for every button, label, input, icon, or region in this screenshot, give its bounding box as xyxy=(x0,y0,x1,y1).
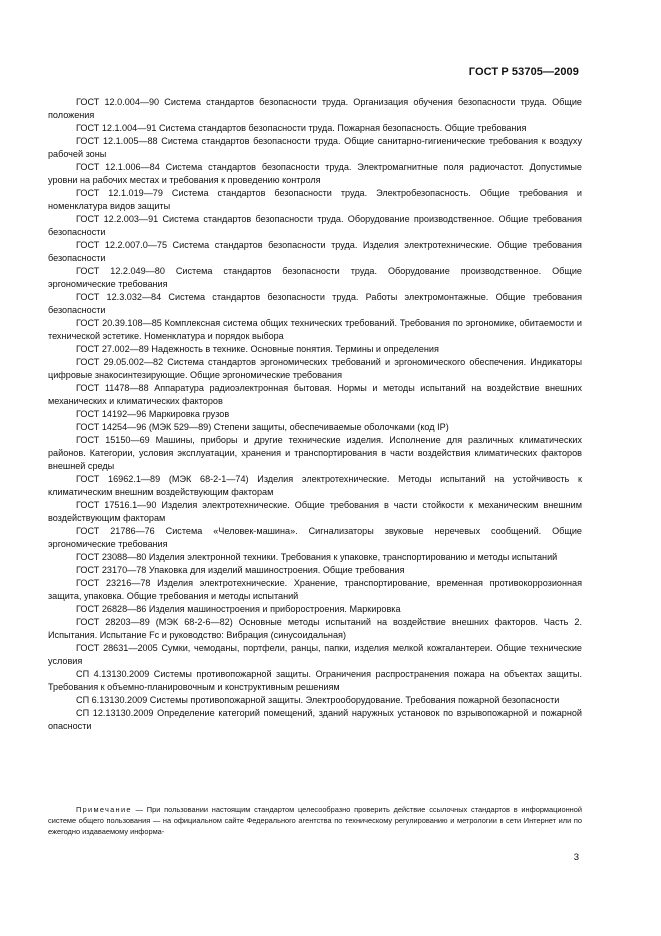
reference-item: ГОСТ 23170—78 Упаковка для изделий машиностроения. Общие требования xyxy=(76,565,405,575)
reference-item: ГОСТ 12.2.049—80 Система стандартов безопасности труда. Оборудование производственное. Общие эргономические требования xyxy=(48,266,582,289)
reference-item: ГОСТ 12.2.003—91 Система стандартов безопасности труда. Оборудование производственное. Общие требования безопасности xyxy=(48,214,582,237)
reference-item: ГОСТ 20.39.108—85 Комплексная система общих технических требований. Требования по эргономике, обитаемости и технической эстетике. Номенклатура и порядок выбора xyxy=(48,318,582,341)
footnote-note xyxy=(48,805,582,837)
reference-item: ГОСТ 15150—69 Машины, приборы и другие технические изделия. Исполнение для различных климатических районов. Категории, условия эксплуатации, хранения и транспортирования в части воздействия климатических факторов внешней среды xyxy=(48,435,582,471)
normative-references-list xyxy=(48,96,582,733)
reference-item: ГОСТ 12.0.004—90 Система стандартов безопасности труда. Организация обучения безопасности труда. Общие положения xyxy=(48,97,582,120)
reference-item: ГОСТ 12.3.032—84 Система стандартов безопасности труда. Работы электромонтажные. Общие требования безопасности xyxy=(48,292,582,315)
reference-item: ГОСТ 17516.1—90 Изделия электротехнические. Общие требования в части стойкости к механическим внешним воздействующим факторам xyxy=(48,500,582,523)
reference-item: ГОСТ 23088—80 Изделия электронной техники. Требования к упаковке, транспортированию и методы испытаний xyxy=(76,552,558,562)
reference-item: СП 4.13130.2009 Системы противопожарной защиты. Ограничения распространения пожара на объектах защиты. Требования к объемно-планировочным и конструктивным решениям xyxy=(48,669,582,692)
reference-item: ГОСТ 23216—78 Изделия электротехнические. Хранение, транспортирование, временная противокоррозионная защита, упаковка. Общие требования и методы испытаний xyxy=(48,578,582,601)
reference-item: ГОСТ 14254—96 (МЭК 529—89) Степени защиты, обеспечиваемые оболочками (код IP) xyxy=(76,422,449,432)
reference-item: ГОСТ 16962.1—89 (МЭК 68-2-1—74) Изделия электротехнические. Методы испытаний на устойчивость к климатическим внешним воздействующим факторам xyxy=(48,474,582,497)
standard-id-header: ГОСТ Р 53705—2009 xyxy=(468,66,579,78)
reference-item: ГОСТ 11478—88 Аппаратура радиоэлектронная бытовая. Нормы и методы испытаний на воздействие внешних механических и климатических факторов xyxy=(48,383,582,406)
reference-item: ГОСТ 28203—89 (МЭК 68-2-6—82) Основные методы испытаний на воздействие внешних факторов. Часть 2. Испытания. Испытание Fc и руководство: Вибрация (синусоидальная) xyxy=(48,617,582,640)
page-number: 3 xyxy=(573,852,579,863)
note-label: Примечание xyxy=(76,805,132,814)
reference-item: ГОСТ 12.1.004—91 Система стандартов безопасности труда. Пожарная безопасность. Общие требования xyxy=(76,123,527,133)
reference-item: ГОСТ 29.05.002—82 Система стандартов эргономических требований и эргономического обеспечения. Индикаторы цифровые знакосинтезирующие. Общие эргономические требования xyxy=(48,357,582,380)
note-text: — При пользовании настоящим стандартом целесообразно проверить действие ссылочных стандартов в информационной системе общего пользования — на официальном сайте Федерального агентства по техническому регулированию и метрологии в сети Интернет или по ежегодно издаваемому информа- xyxy=(48,805,582,836)
reference-item: ГОСТ 14192—96 Маркировка грузов xyxy=(76,409,230,419)
reference-item: СП 6.13130.2009 Системы противопожарной защиты. Электрооборудование. Требования пожарной безопасности xyxy=(76,695,560,705)
reference-item: ГОСТ 12.1.019—79 Система стандартов безопасности труда. Электробезопасность. Общие требования и номенклатура видов защиты xyxy=(48,188,582,211)
reference-item: СП 12.13130.2009 Определение категорий помещений, зданий наружных установок по взрывопожарной и пожарной опасности xyxy=(48,708,582,731)
reference-item: ГОСТ 12.1.005—88 Система стандартов безопасности труда. Общие санитарно-гигиенические требования к воздуху рабочей зоны xyxy=(48,136,582,159)
reference-item: ГОСТ 21786—76 Система «Человек-машина». Сигнализаторы звуковые неречевых сообщений. Общие эргономические требования xyxy=(48,526,582,549)
reference-item: ГОСТ 26828—86 Изделия машиностроения и приборостроения. Маркировка xyxy=(76,604,401,614)
reference-item: ГОСТ 12.1.006—84 Система стандартов безопасности труда. Электромагнитные поля радиочастот. Допустимые уровни на рабочих местах и требования к проведению контроля xyxy=(48,162,582,185)
reference-item: ГОСТ 28631—2005 Сумки, чемоданы, портфели, ранцы, папки, изделия мелкой кожгалантереи. Общие технические условия xyxy=(48,643,582,666)
reference-item: ГОСТ 27.002—89 Надежность в технике. Основные понятия. Термины и определения xyxy=(76,344,439,354)
reference-item: ГОСТ 12.2.007.0—75 Система стандартов безопасности труда. Изделия электротехнические. Общие требования безопасности xyxy=(48,240,582,263)
